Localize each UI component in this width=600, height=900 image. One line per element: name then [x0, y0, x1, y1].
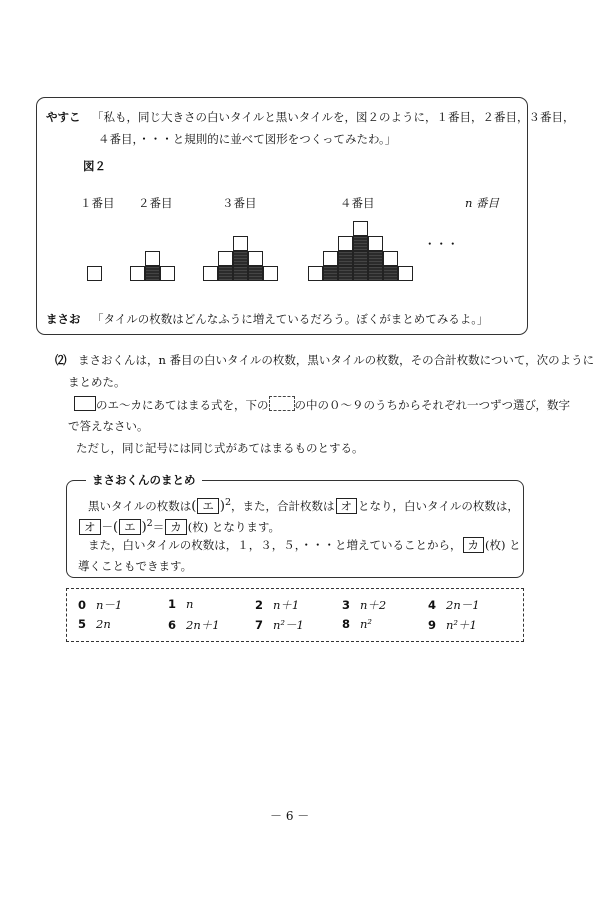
- choice-2: [255, 597, 299, 613]
- question-number: ⑵: [55, 353, 67, 367]
- white-tile: [398, 266, 413, 281]
- white-tile: [130, 266, 145, 281]
- answer-blank-icon: [74, 396, 96, 411]
- choice-number: 7: [255, 618, 264, 632]
- black-tile: [353, 266, 368, 281]
- blank-o-2: オ: [79, 519, 101, 535]
- black-tile: [368, 251, 383, 266]
- question-line-1: まさおくんは，n 番目の白いタイルの枚数，黒いタイルの枚数，その合計枚数について，次のように: [78, 353, 595, 367]
- white-tile: [353, 221, 368, 236]
- choice-number: 6: [168, 618, 177, 632]
- choice-4: [428, 597, 480, 613]
- black-tile: [353, 236, 368, 251]
- white-tile: [218, 251, 233, 266]
- white-tile: [248, 251, 263, 266]
- black-tile: [323, 266, 338, 281]
- blank-ka-2: カ: [463, 537, 485, 553]
- black-tile: [368, 266, 383, 281]
- white-tile: [203, 266, 218, 281]
- white-tile: [323, 251, 338, 266]
- choice-number: 0: [78, 598, 87, 612]
- white-tile: [87, 266, 102, 281]
- choice-number: 3: [342, 598, 351, 612]
- choice-expression: n²: [360, 617, 373, 631]
- choice-3: [342, 597, 386, 613]
- choice-8: [342, 617, 372, 631]
- white-tile: [233, 236, 248, 251]
- black-tile: [233, 251, 248, 266]
- summary-line-2: オ －( エ )$^2$＝ カ (枚) となります。: [78, 516, 280, 536]
- stage-label-1: １番目: [80, 196, 115, 210]
- choice-number: 5: [78, 617, 87, 631]
- summary-title: まさおくんのまとめ: [86, 472, 202, 488]
- choice-expression: n²－1: [273, 618, 304, 632]
- white-tile: [368, 236, 383, 251]
- choice-expression: n: [186, 597, 194, 611]
- white-tile: [145, 251, 160, 266]
- yasuko-line-1: 「私も，同じ大きさの白いタイルと黒いタイルを，図２のように，１番目，２番目，３番目，: [92, 110, 575, 124]
- stage-label-4: ４番目: [340, 196, 375, 210]
- choice-number: 9: [428, 618, 437, 632]
- choice-number: 8: [342, 617, 351, 631]
- choice-expression: n²＋1: [446, 618, 477, 632]
- choice-9: [428, 617, 477, 633]
- choice-expression: 2n＋1: [186, 618, 220, 632]
- choice-number: 2: [255, 598, 264, 612]
- choice-expression: n＋2: [360, 598, 387, 612]
- figure-label: 図２: [83, 159, 106, 173]
- black-tile: [338, 251, 353, 266]
- choice-number: 1: [168, 597, 177, 611]
- stage-label-2: ２番目: [138, 196, 173, 210]
- question-line-2: まとめた。: [68, 375, 126, 389]
- blank-ka: カ: [165, 519, 187, 535]
- black-tile: [233, 266, 248, 281]
- summary-line-3: また，白いタイルの枚数は，１，３，５，・・・と増えていることから， カ (枚) と: [88, 538, 521, 552]
- question-line-3: のエ～カにあてはまる式を，下の の中の０～９のうちからそれぞれ一つずつ選び，数字: [74, 396, 570, 413]
- choice-7: [255, 617, 304, 633]
- choice-0: [78, 597, 122, 613]
- choice-number: 4: [428, 598, 437, 612]
- tile-figure: [0, 0, 600, 300]
- masao-line: 「タイルの枚数はどんなふうに増えているだろう。ぼくがまとめてみるよ。」: [92, 312, 489, 326]
- choice-1: [168, 597, 193, 611]
- choice-expression: 2n: [96, 617, 111, 631]
- figure-ellipsis: ・・・: [424, 237, 459, 251]
- white-tile: [308, 266, 323, 281]
- black-tile: [218, 266, 233, 281]
- black-tile: [145, 266, 160, 281]
- white-tile: [263, 266, 278, 281]
- choice-expression: 2n－1: [446, 598, 480, 612]
- choice-expression: n－1: [96, 598, 123, 612]
- black-tile: [338, 266, 353, 281]
- white-tile: [160, 266, 175, 281]
- choices-blank-icon: [269, 396, 295, 411]
- speaker-masao: まさお: [46, 312, 81, 326]
- question-line-5: ただし，同じ記号には同じ式があてはまるものとする。: [76, 441, 364, 455]
- black-tile: [353, 251, 368, 266]
- stage-label-n: n 番目: [465, 196, 500, 210]
- blank-e: エ: [197, 498, 219, 514]
- choice-5: [78, 617, 111, 631]
- question-line-4: で答えなさい。: [68, 419, 149, 433]
- summary-line-4: 導くこともできます。: [78, 559, 193, 573]
- stage-label-3: ３番目: [222, 196, 257, 210]
- choice-6: [168, 617, 220, 633]
- blank-o: オ: [336, 498, 358, 514]
- black-tile: [248, 266, 263, 281]
- choice-expression: n＋1: [273, 598, 300, 612]
- black-tile: [383, 266, 398, 281]
- white-tile: [338, 236, 353, 251]
- page-number: － 6 －: [270, 809, 310, 823]
- blank-e-2: エ: [119, 519, 141, 535]
- summary-line-1: 黒いタイルの枚数は( エ )$^2$，また，合計枚数は オ となり，白いタイルの枚数は，: [88, 497, 519, 514]
- speaker-yasuko: やすこ: [46, 110, 81, 124]
- yasuko-line-2: ４番目，・・・と規則的に並べて図形をつくってみたわ。」: [98, 132, 397, 146]
- white-tile: [383, 251, 398, 266]
